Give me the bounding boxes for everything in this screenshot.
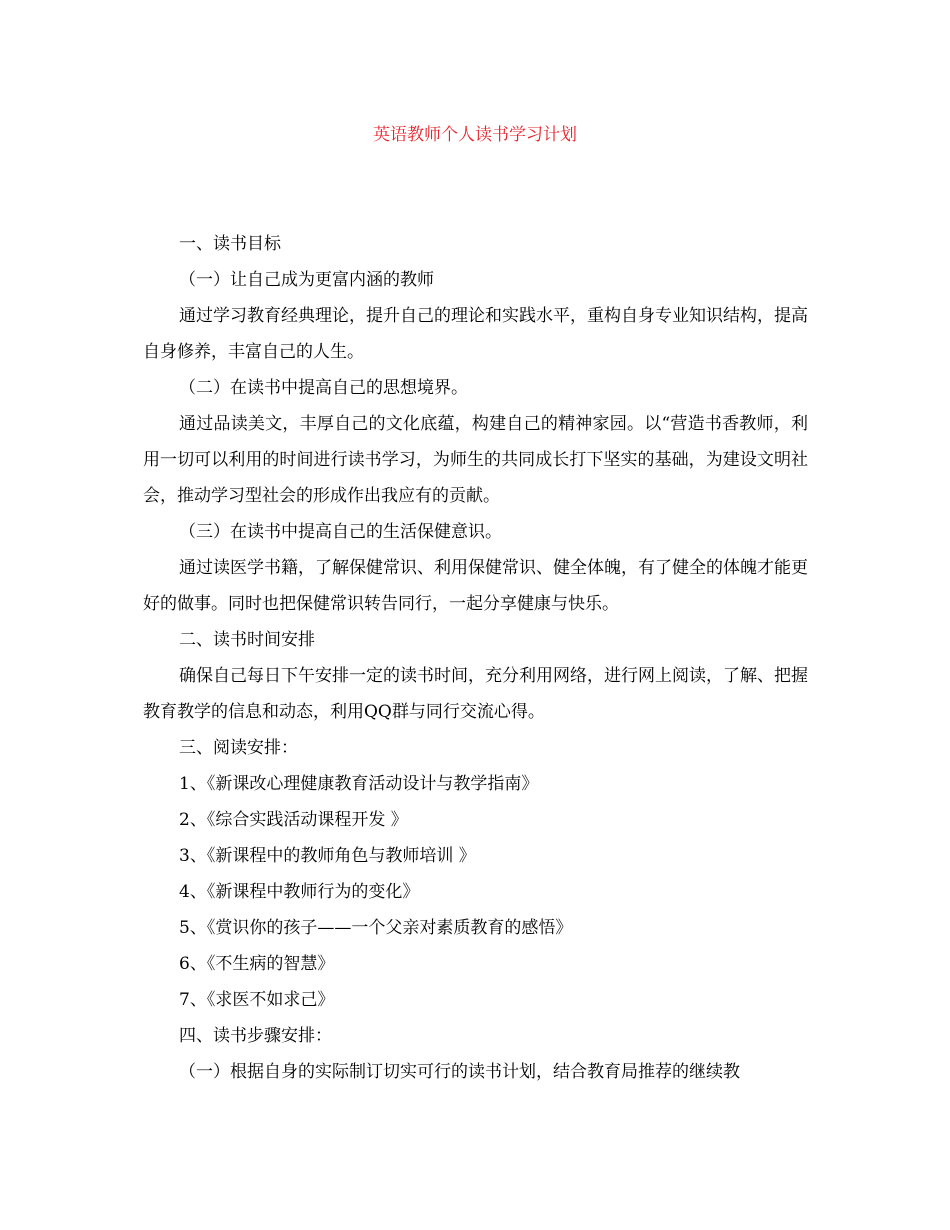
reading-list-item: 7、《求医不如求己》 — [179, 990, 335, 1010]
subsection-heading: （三）在读书中提高自己的生活保健意识。 — [179, 522, 502, 542]
paragraph: 通过读医学书籍，了解保健常识、利用保健常识、健全体魄，有了健全的体魄才能更好的做事。同时也把保健常识转告同行，一起分享健康与快乐。 — [143, 558, 808, 614]
section-heading-4: 四、读书步骤安排： — [179, 1026, 332, 1046]
document-title: 英语教师个人读书学习计划 — [373, 125, 577, 145]
reading-list-item: 3、《新课程中的教师角色与教师培训 》 — [179, 846, 476, 866]
section-heading-2: 二、读书时间安排 — [179, 630, 315, 650]
section-heading-1: 一、读书目标 — [179, 234, 281, 254]
paragraph: 通过学习教育经典理论，提升自己的理论和实践水平，重构自身专业知识结构，提高自身修养，丰富自己的人生。 — [143, 306, 808, 362]
reading-list-item: 4、《新课程中教师行为的变化》 — [179, 882, 420, 902]
reading-list-item: 2、《综合实践活动课程开发 》 — [179, 810, 408, 830]
document-body — [143, 226, 808, 1090]
paragraph: 通过品读美文，丰厚自己的文化底蕴，构建自己的精神家园。以“营造书香教师，利用一切可以利用的时间进行读书学习，为师生的共同成长打下坚实的基础，为建设文明社会，推动学习型社会的形成作出我应有的贡献。 — [143, 414, 808, 506]
reading-list-item: 6、《不生病的智慧》 — [179, 954, 335, 974]
reading-list-item: 1、《新课改心理健康教育活动设计与教学指南》 — [179, 774, 539, 794]
subsection-heading: （一）让自己成为更富内涵的教师 — [179, 270, 434, 290]
section-heading-3: 三、阅读安排： — [179, 738, 298, 758]
paragraph: 确保自己每日下午安排一定的读书时间，充分利用网络，进行网上阅读，了解、把握教育教学的信息和动态，利用QQ群与同行交流心得。 — [143, 666, 808, 722]
subsection-heading: （二）在读书中提高自己的思想境界。 — [179, 378, 468, 398]
reading-list-item: 5、《赏识你的孩子——一个父亲对素质教育的感悟》 — [179, 918, 573, 938]
subsection-heading: （一）根据自身的实际制订切实可行的读书计划，结合教育局推荐的继续教 — [179, 1062, 740, 1082]
